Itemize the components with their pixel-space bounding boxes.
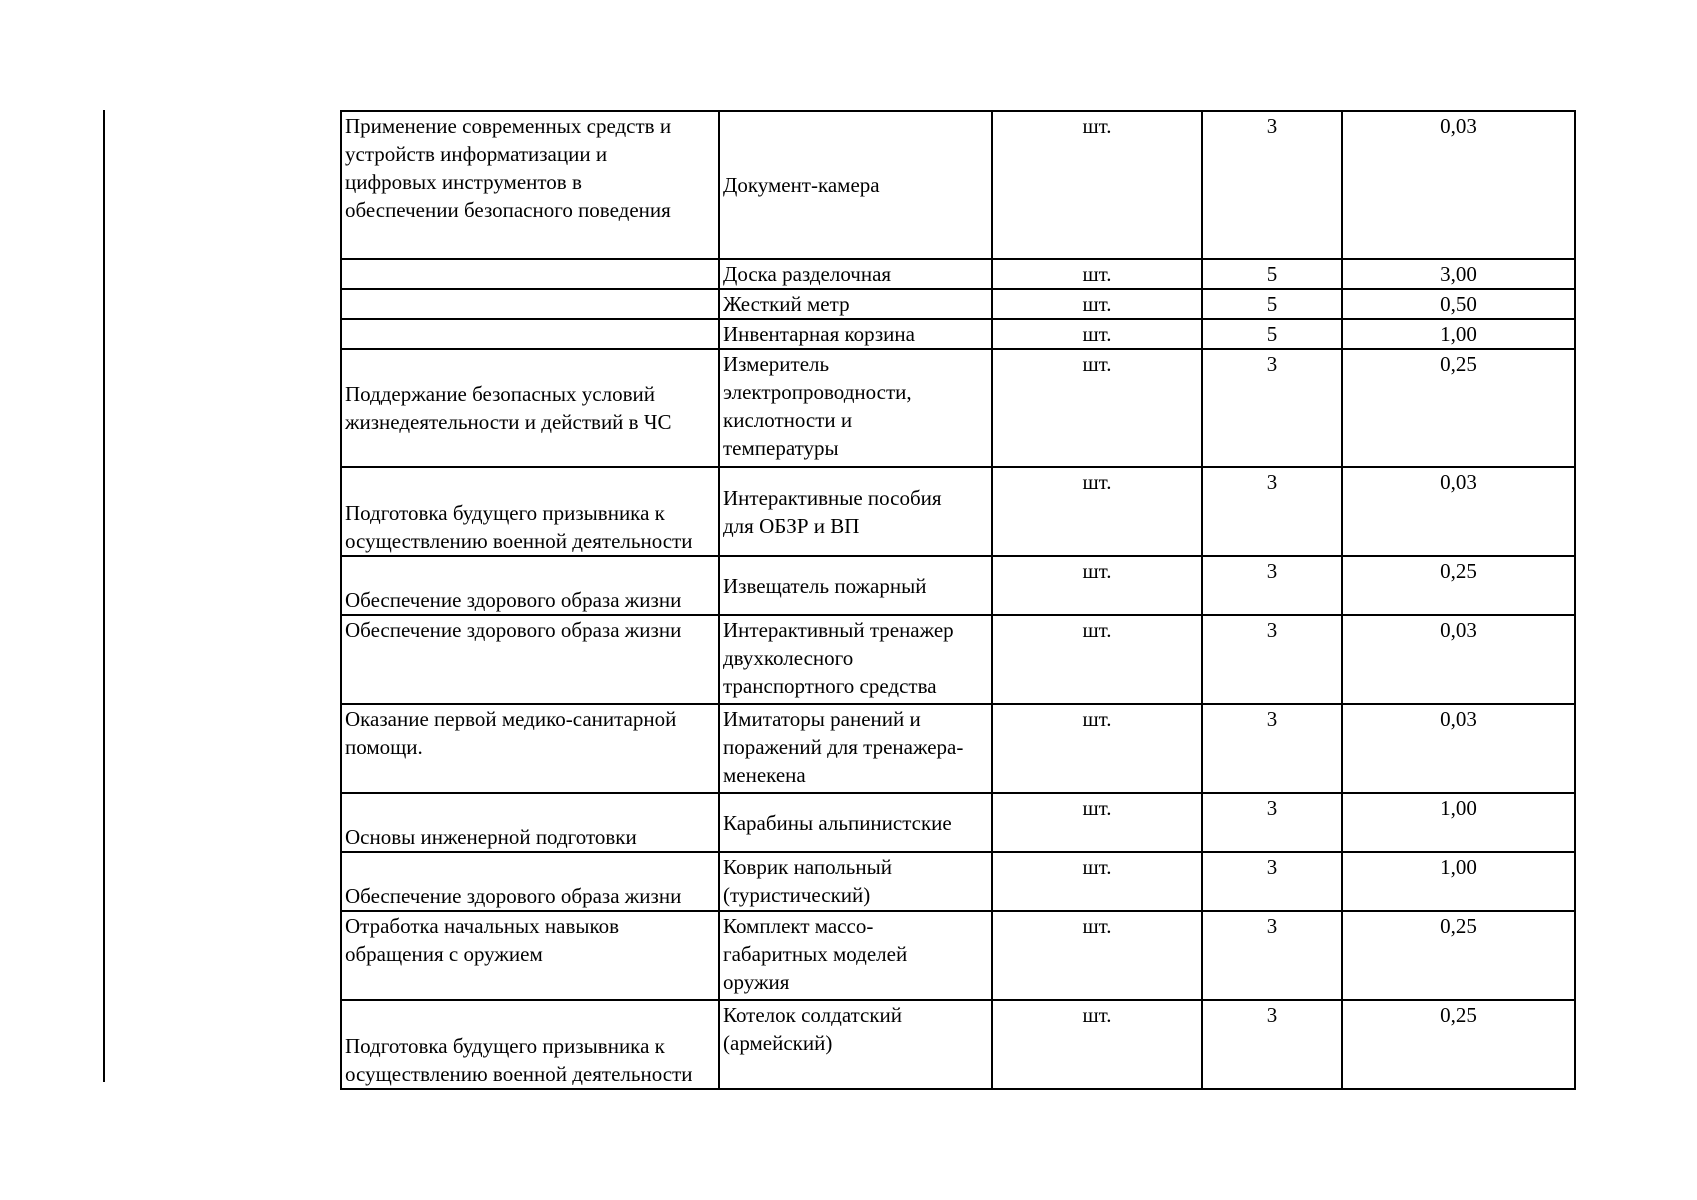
row-unit: шт.: [992, 793, 1202, 852]
table-row: [341, 349, 1575, 467]
table-row: [341, 319, 1575, 349]
row-item: Инвентарная корзина: [719, 319, 992, 349]
row-norm: 0,03: [1342, 704, 1575, 793]
row-item: Коврик напольный (туристический): [719, 852, 992, 911]
row-topic: Подготовка будущего призывника к осуществлению военной деятельности: [341, 1000, 719, 1089]
row-topic: [341, 259, 719, 289]
row-topic: Обеспечение здорового образа жизни: [341, 852, 719, 911]
table-row: [341, 467, 1575, 556]
row-norm: 0,25: [1342, 911, 1575, 1000]
row-unit: шт.: [992, 852, 1202, 911]
row-unit: шт.: [992, 289, 1202, 319]
table-row: [341, 259, 1575, 289]
row-norm: 0,03: [1342, 111, 1575, 259]
row-item: Карабины альпинистские: [719, 793, 992, 852]
row-unit: шт.: [992, 615, 1202, 704]
row-unit: шт.: [992, 259, 1202, 289]
row-norm: 1,00: [1342, 793, 1575, 852]
table-row: [341, 852, 1575, 911]
row-item: Извещатель пожарный: [719, 556, 992, 615]
row-qty: 3: [1202, 1000, 1342, 1089]
row-topic: Обеспечение здорового образа жизни: [341, 556, 719, 615]
equipment-table: [340, 110, 1576, 1090]
row-qty: 3: [1202, 704, 1342, 793]
row-unit: шт.: [992, 319, 1202, 349]
table-row: [341, 911, 1575, 1000]
row-qty: 3: [1202, 911, 1342, 1000]
row-topic: [341, 289, 719, 319]
page-margin-line: [103, 110, 105, 1082]
row-qty: 5: [1202, 259, 1342, 289]
table-row: [341, 615, 1575, 704]
row-topic: Основы инженерной подготовки: [341, 793, 719, 852]
table-row: [341, 1000, 1575, 1089]
row-unit: шт.: [992, 349, 1202, 467]
row-topic: Отработка начальных навыков обращения с оружием: [341, 911, 719, 1000]
row-unit: шт.: [992, 111, 1202, 259]
row-topic: Обеспечение здорового образа жизни: [341, 615, 719, 704]
row-unit: шт.: [992, 911, 1202, 1000]
row-qty: 3: [1202, 111, 1342, 259]
row-norm: 0,25: [1342, 1000, 1575, 1089]
row-item: Имитаторы ранений и поражений для тренажера- менекена: [719, 704, 992, 793]
row-norm: 1,00: [1342, 319, 1575, 349]
row-norm: 3,00: [1342, 259, 1575, 289]
row-unit: шт.: [992, 1000, 1202, 1089]
row-item: Котелок солдатский (армейский): [719, 1000, 992, 1089]
row-unit: шт.: [992, 556, 1202, 615]
row-norm: 0,25: [1342, 349, 1575, 467]
row-topic: [341, 319, 719, 349]
row-qty: 3: [1202, 556, 1342, 615]
row-unit: шт.: [992, 467, 1202, 556]
table-row: [341, 793, 1575, 852]
row-item: Жесткий метр: [719, 289, 992, 319]
row-qty: 3: [1202, 467, 1342, 556]
row-topic: Оказание первой медико-санитарной помощи.: [341, 704, 719, 793]
table-row: [341, 289, 1575, 319]
row-norm: 0,03: [1342, 467, 1575, 556]
row-unit: шт.: [992, 704, 1202, 793]
table-row: [341, 111, 1575, 259]
row-item: Интерактивный тренажер двухколесного транспортного средства: [719, 615, 992, 704]
table-row: [341, 556, 1575, 615]
row-topic: Поддержание безопасных условий жизнедеятельности и действий в ЧС: [341, 349, 719, 467]
row-qty: 5: [1202, 319, 1342, 349]
row-item: Измеритель электропроводности, кислотности и температуры: [719, 349, 992, 467]
row-topic: Применение современных средств и устройств информатизации и цифровых инструментов в обеспечении безопасного поведения: [341, 111, 719, 259]
row-item: Доска разделочная: [719, 259, 992, 289]
row-item: Комплект массо- габаритных моделей оружия: [719, 911, 992, 1000]
row-qty: 3: [1202, 852, 1342, 911]
table-row: [341, 704, 1575, 793]
row-qty: 3: [1202, 615, 1342, 704]
row-qty: 3: [1202, 349, 1342, 467]
row-qty: 3: [1202, 793, 1342, 852]
row-item: Интерактивные пособия для ОБЗР и ВП: [719, 467, 992, 556]
row-norm: 0,25: [1342, 556, 1575, 615]
row-topic: Подготовка будущего призывника к осуществлению военной деятельности: [341, 467, 719, 556]
row-item: Документ-камера: [719, 111, 992, 259]
row-norm: 0,03: [1342, 615, 1575, 704]
row-qty: 5: [1202, 289, 1342, 319]
row-norm: 0,50: [1342, 289, 1575, 319]
row-norm: 1,00: [1342, 852, 1575, 911]
